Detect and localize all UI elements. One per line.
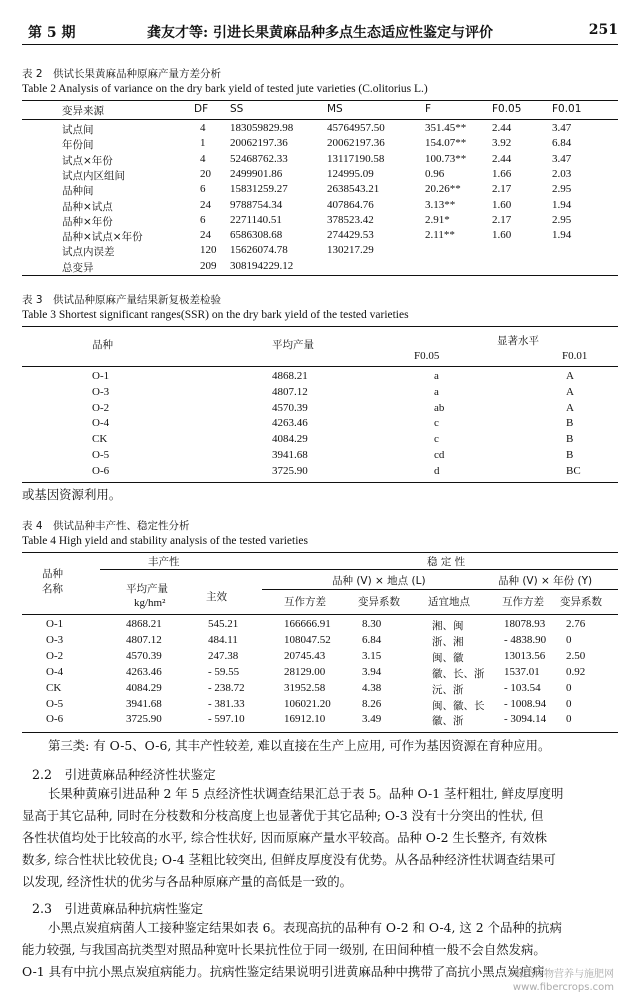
table2-row-cell: 52468762.33: [230, 152, 288, 165]
table3-col-variety: 品种: [92, 339, 113, 351]
table4-row-cell: 徽、长、浙: [432, 667, 485, 680]
table4-col-gxy: 品种 (V) × 年份 (Y): [498, 575, 593, 587]
table2-row-cell: 2499901.86: [230, 167, 283, 180]
table3-row-cell: B: [566, 449, 574, 461]
table2-row-cell: 2.03: [552, 167, 572, 180]
para-2-2-line2: 显高于其它品种, 同时在分枝数和分枝高度上也显著优于其它品种; O-3 没有十分突出的性状, 但: [22, 808, 544, 823]
carry-line: 或基因资源利用。: [22, 487, 122, 502]
table2-row-cell: 378523.42: [327, 213, 374, 226]
table4-row-cell: 闽、徽: [432, 651, 464, 664]
table2-row-cell: 183059829.98: [230, 122, 294, 134]
table2-row-cell: 124995.09: [327, 167, 374, 180]
para-2-3-line1: 小黑点炭疽病菌人工接种鉴定结果如表 6。表现高抗的品种有 O-2 和 O-4, 这 2 个品种的抗病: [48, 920, 562, 935]
table2-col-ms: MS: [327, 103, 343, 115]
para-2-3-line2: 能力较强, 与我国高抗类型对照品种宽叶长果抗性位于同一级别, 在田间种植一般不会自然发病。: [22, 942, 546, 957]
table3-row-cell: O-5: [92, 449, 110, 461]
table3-row: [22, 402, 618, 416]
table2-row-cell: 351.45**: [425, 122, 467, 134]
table4-col-site: 适宜地点: [428, 596, 470, 608]
table2-row: [22, 199, 618, 213]
table4-row-cell: - 1008.94: [504, 697, 547, 710]
table4-row: [22, 682, 618, 696]
table2-row: [22, 260, 618, 274]
table4-row-cell: 4.38: [362, 681, 382, 694]
table2-row-cell: 20.26**: [425, 183, 461, 196]
table3-row-cell: 4807.12: [272, 385, 308, 398]
table4-row-cell: 0.92: [566, 665, 586, 678]
table2-row-cell: 试点间: [62, 124, 94, 136]
table2-row-cell: 总变异: [62, 261, 94, 274]
table4-row-cell: 8.30: [362, 618, 382, 630]
table3-row-cell: A: [566, 401, 574, 414]
table3-row-cell: 4084.29: [272, 433, 308, 446]
table2-row-cell: 6.84: [552, 137, 572, 150]
table2-row-cell: 15626074.78: [230, 244, 288, 257]
table2-row-cell: 20062197.36: [327, 137, 385, 150]
table3-bottom-rule: [22, 482, 618, 483]
table2-row-cell: 20: [200, 167, 211, 180]
table3-row-cell: O-4: [92, 417, 110, 430]
table2-row: [22, 244, 618, 258]
table4-row: [22, 698, 618, 712]
table2-row-cell: 2.17: [492, 183, 512, 196]
table3-row-cell: B: [566, 433, 574, 446]
table2-row: [22, 214, 618, 228]
table2-row-cell: 209: [200, 259, 217, 272]
table2-row-cell: 6: [200, 213, 206, 226]
table4-bottom-rule: [22, 732, 618, 733]
table3-caption-en: Table 3 Shortest significant ranges(SSR) on the dry bark yield of the tested varieties: [22, 309, 409, 321]
table4-row-cell: 0: [566, 681, 572, 694]
table4-row-cell: 3.49: [362, 713, 382, 726]
table4-row-cell: - 238.72: [208, 681, 245, 694]
table2-row-cell: 1.60: [492, 229, 512, 242]
table4-row-cell: 247.38: [208, 649, 239, 662]
table2-row-cell: 407864.76: [327, 198, 374, 211]
table4-caption-en: Table 4 High yield and stability analysis of the tested varieties: [22, 535, 308, 547]
table2-row-cell: 试点×年份: [62, 154, 113, 167]
table2-row-cell: 24: [200, 229, 211, 242]
table4-row-cell: 闽、徽、长: [432, 699, 485, 712]
table2-row-cell: 9788754.34: [230, 198, 283, 211]
table2-row-cell: 1: [200, 137, 206, 150]
table2-row: [22, 137, 618, 151]
table2-col-f: F: [425, 103, 432, 115]
table3-row-cell: cd: [434, 449, 445, 461]
table4-header-rule: [22, 614, 618, 615]
table2-row-cell: 2.95: [552, 213, 572, 226]
issue-number: 第 5 期: [28, 25, 76, 41]
table2-row-cell: 2.11**: [425, 229, 455, 242]
table3-row-cell: 4570.39: [272, 401, 308, 414]
para-2-3-line3: O-1 具有中抗小黑点炭疽病能力。抗病性鉴定结果说明引进黄麻品种中携带了高抗小黑点炭疽病: [22, 964, 545, 979]
paragraph-class3: 第三类: 有 O-5、O-6, 其丰产性较差, 难以直接在生产上应用, 可作为基因资源在育种应用。: [48, 738, 551, 753]
table4-col-yield: 丰产性: [148, 556, 180, 568]
table3-col-sig: 显著水平: [497, 335, 539, 347]
table2-row-cell: 3.13**: [425, 198, 456, 211]
table4-row-cell: 6.84: [362, 633, 382, 646]
table4-row: [22, 650, 618, 664]
table3-row-cell: A: [566, 385, 574, 398]
table2-row-cell: 4: [200, 152, 206, 165]
table4-row-cell: 28129.00: [284, 665, 326, 678]
table2-row-cell: 6: [200, 183, 206, 196]
table3-row-cell: BC: [566, 464, 581, 477]
table2-row-cell: 2.17: [492, 213, 512, 226]
table2-header-rule: [22, 119, 618, 120]
table3-col-mean: 平均产量: [272, 339, 314, 351]
table4-row-cell: 16912.10: [284, 713, 326, 726]
table4-row-cell: 4570.39: [126, 649, 162, 662]
table3-row-cell: a: [434, 370, 439, 382]
table4-row-cell: CK: [46, 681, 62, 694]
table3-row: [22, 417, 618, 431]
table3-header-row1: [22, 333, 618, 351]
table2-col-f005: F0.05: [492, 103, 522, 115]
para-2-2-line5: 以发现, 经济性状的优劣与各品种原麻产量的高低是一致的。: [22, 874, 353, 889]
table3-top-rule: [22, 326, 618, 327]
table3-row-cell: 3725.90: [272, 464, 308, 477]
table4-row-cell: 8.26: [362, 697, 382, 710]
table2-row-cell: 45764957.50: [327, 122, 385, 134]
table2-row: [22, 183, 618, 197]
table4-row-cell: O-4: [46, 665, 64, 678]
table3-col-f001: F0.01: [562, 350, 588, 362]
para-2-2-line4: 数多, 综合性状比较优良; O-4 茎粗比较突出, 但鲜皮厚度没有优势。从各品种经济性状调查结果可: [22, 852, 556, 867]
table2-row-cell: 154.07**: [425, 137, 467, 150]
table2-row-cell: 试点内区组间: [62, 169, 125, 182]
table4-row-cell: 166666.91: [284, 618, 331, 630]
table2-row-cell: 20062197.36: [230, 137, 288, 150]
header-rule: [22, 44, 618, 45]
table2-row-cell: 品种×年份: [62, 215, 113, 228]
table4-row-cell: 106021.20: [284, 697, 331, 710]
table3-row: [22, 465, 618, 479]
table2-caption-en: Table 2 Analysis of variance on the dry bark yield of tested jute varieties (C.olitorius L.): [22, 83, 428, 95]
table2-row-cell: 2638543.21: [327, 183, 380, 196]
table4-row-cell: 18078.93: [504, 618, 546, 630]
table2-row-cell: 2.44: [492, 152, 512, 165]
table2-row: [22, 122, 618, 136]
table2-row-cell: 1.66: [492, 167, 512, 180]
table2-row-cell: 2.91*: [425, 213, 450, 226]
table4-row-cell: O-2: [46, 649, 64, 662]
table2-row-cell: 24: [200, 198, 211, 211]
table4-row-cell: 3.94: [362, 665, 382, 678]
table4-row-cell: 545.21: [208, 618, 239, 630]
table4-row-cell: 徽、浙: [432, 715, 464, 728]
table3-row: [22, 449, 618, 463]
table2-row-cell: 130217.29: [327, 244, 374, 257]
table4-row-cell: - 3094.14: [504, 713, 547, 726]
table2-row-cell: 0.96: [425, 167, 445, 180]
table4-row-cell: - 597.10: [208, 713, 245, 726]
table2-row-cell: 年份间: [62, 139, 94, 152]
table4-row-cell: - 381.33: [208, 697, 245, 710]
table4-row-cell: 4084.29: [126, 681, 162, 694]
table4-row-cell: O-6: [46, 713, 64, 726]
table4-row-cell: 484.11: [208, 633, 238, 646]
table3-header-rule: [22, 366, 618, 367]
table4-col-effect: 主效: [206, 591, 227, 603]
table4-row-cell: 沅、浙: [432, 683, 464, 696]
table4-row-cell: 20745.43: [284, 649, 326, 662]
table3-row-cell: O-6: [92, 464, 110, 477]
table4-row-cell: O-5: [46, 697, 64, 710]
table4-row-cell: 31952.58: [284, 681, 326, 694]
table2-row-cell: 120: [200, 244, 217, 257]
table3-row-cell: O-3: [92, 385, 110, 398]
section-2-3-heading: 2.3 引进黄麻品种抗病性鉴定: [32, 901, 204, 916]
table2-row-cell: 2.95: [552, 183, 572, 196]
table4-row-cell: O-3: [46, 633, 64, 646]
table2-row-cell: 274429.53: [327, 229, 374, 242]
table3-row-cell: 4263.46: [272, 417, 308, 430]
table3-row-cell: c: [434, 417, 439, 430]
table3-row-cell: CK: [92, 433, 108, 446]
table3-row-cell: ab: [434, 401, 445, 414]
table4-row-cell: 3941.68: [126, 697, 162, 710]
table4-col-mean: 平均产量: [126, 583, 168, 595]
table2-caption-cn: 表 2 供试长果黄麻品种原麻产量方差分析: [22, 68, 222, 80]
table2-row-cell: 3.47: [552, 122, 572, 134]
table3-row-cell: A: [566, 370, 574, 382]
table4-col-name1: 品种: [42, 568, 63, 580]
table3-row-cell: 3941.68: [272, 449, 308, 461]
table2-row-cell: 308194229.12: [230, 259, 294, 272]
table4-row-cell: - 59.55: [208, 665, 240, 678]
table4-row-cell: 3725.90: [126, 713, 162, 726]
table3-row: [22, 386, 618, 400]
table2-row-cell: 试点内误差: [62, 246, 115, 259]
table4-col-unit: kg/hm²: [134, 597, 166, 609]
table2-row-cell: 2.44: [492, 122, 512, 134]
table2-col-ss: SS: [230, 103, 244, 115]
table2-row-cell: 2271140.51: [230, 213, 282, 226]
table2-row-cell: 1.60: [492, 198, 512, 211]
table4-row-cell: 4807.12: [126, 633, 162, 646]
table3-row: [22, 433, 618, 447]
table2-header-row: [22, 103, 618, 117]
page-number: 251: [588, 22, 618, 38]
table3-row-cell: O-2: [92, 401, 110, 414]
table2-bottom-rule: [22, 275, 618, 276]
table2-row: [22, 153, 618, 167]
table4-row-cell: 1537.01: [504, 665, 540, 678]
table4-row: [22, 713, 618, 727]
table2-row-cell: 品种间: [62, 185, 94, 198]
table2-row-cell: 4: [200, 122, 206, 134]
section-2-2-heading: 2.2 引进黄麻品种经济性状鉴定: [32, 767, 216, 782]
table3-row-cell: a: [434, 385, 439, 398]
table4-row-cell: - 4838.90: [504, 633, 547, 646]
table4-top-rule: [22, 552, 618, 553]
table2-col-source: 变异来源: [62, 105, 104, 117]
table4-row-cell: 0: [566, 633, 572, 646]
table2-row-cell: 15831259.27: [230, 183, 288, 196]
table2-row-cell: 1.94: [552, 198, 572, 211]
table4-row-cell: 0: [566, 697, 572, 710]
table2-row-cell: 3.47: [552, 152, 572, 165]
table2-row-cell: 6586308.68: [230, 229, 283, 242]
watermark-line1: 麻类作物营养与施肥网: [514, 969, 614, 980]
table4-row-cell: 2.50: [566, 649, 586, 662]
table2-row-cell: 品种×试点: [62, 200, 113, 213]
table2-row: [22, 229, 618, 243]
table4-col-stab: 稳 定 性: [427, 556, 466, 568]
table3-row-cell: 4868.21: [272, 370, 308, 382]
table2-row-cell: 1.94: [552, 229, 572, 242]
table2-col-f001: F0.01: [552, 103, 582, 115]
table4-row: [22, 666, 618, 680]
table4-row-cell: 108047.52: [284, 633, 331, 646]
table4-col-cv: 变异系数: [358, 596, 400, 608]
table3-caption-cn: 表 3 供试品种原麻产量结果新复极差检验: [22, 294, 222, 306]
table4-caption-cn: 表 4 供试品种丰产性、稳定性分析: [22, 520, 190, 532]
table4-col-cv2: 变异系数: [560, 596, 602, 608]
table3-row-cell: O-1: [92, 370, 110, 382]
table4-row-cell: - 103.54: [504, 681, 541, 694]
table4-row-cell: 2.76: [566, 618, 586, 630]
table4-unit-row: [22, 597, 618, 611]
running-header: [22, 14, 618, 42]
table2-row-cell: 品种×试点×年份: [62, 231, 143, 244]
table4-row-cell: 3.15: [362, 649, 382, 662]
table4-row-cell: 湘、闽: [432, 620, 464, 632]
para-2-2-line3: 各性状值均处于比较高的水平, 综合性状好, 因而原麻产量水平较高。品种 O-2 生长整齐, 有效株: [22, 830, 548, 845]
table4-row-cell: 浙、湘: [432, 635, 464, 648]
table2-row: [22, 168, 618, 182]
article-title: 龚友才等: 引进长果黄麻品种多点生态适应性鉴定与评价: [146, 25, 494, 41]
table2-row-cell: 100.73**: [425, 152, 467, 165]
table4-row: [22, 634, 618, 648]
watermark-line2: www.fibercrops.com: [512, 982, 614, 993]
table4-row-cell: 4263.46: [126, 665, 162, 678]
table4-col-var: 互作方差: [284, 596, 326, 608]
table4-row-cell: 13013.56: [504, 649, 546, 662]
para-2-2-line1: 长果种黄麻引进品种 2 年 5 点经济性状调查结果汇总于表 5。品种 O-1 茎杆粗壮, 鲜皮厚度明: [48, 786, 564, 801]
table4-row-cell: 0: [566, 713, 572, 726]
table2-top-rule: [22, 100, 618, 101]
table3-row: [22, 370, 618, 384]
table3-row-cell: d: [434, 464, 440, 477]
watermark: [513, 968, 614, 994]
table2-col-df: DF: [194, 103, 209, 115]
table4-row-cell: 4868.21: [126, 618, 162, 630]
table3-row-cell: B: [566, 417, 574, 430]
table4-col-gxl: 品种 (V) × 地点 (L): [332, 575, 426, 587]
table4-row-cell: O-1: [46, 618, 64, 630]
table2-row-cell: 13117190.58: [327, 152, 385, 165]
table3-header-row2: [22, 350, 618, 364]
table3-row-cell: c: [434, 433, 439, 446]
table4-col-var2: 互作方差: [502, 596, 544, 608]
table4-col-name2: 名称: [42, 583, 63, 595]
table4-row: [22, 618, 618, 632]
table2-row-cell: 3.92: [492, 137, 512, 150]
table3-col-f005: F0.05: [414, 350, 440, 362]
